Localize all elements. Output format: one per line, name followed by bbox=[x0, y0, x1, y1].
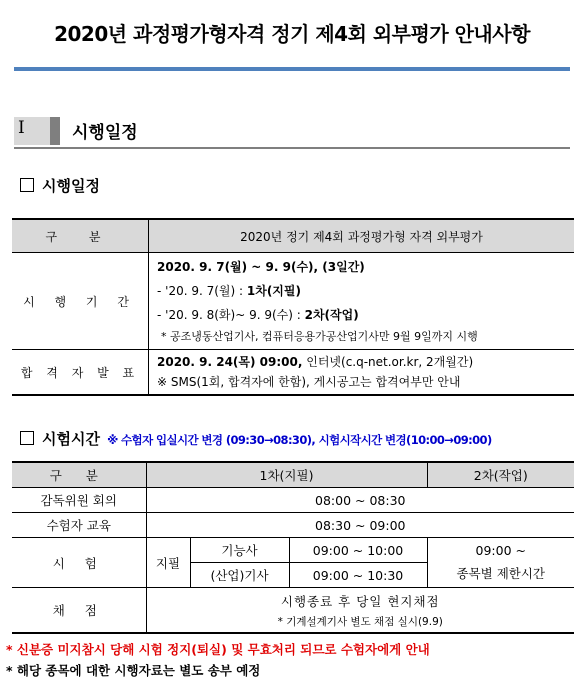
result-label: 합 격 자 발 표 bbox=[12, 350, 149, 396]
checkbox-icon bbox=[20, 178, 34, 192]
meeting-time: 08:00 ~ 08:30 bbox=[146, 488, 574, 513]
result-line-1 bbox=[157, 352, 566, 372]
period-cell bbox=[149, 253, 575, 350]
period-line-1: 2020. 9. 7(월) ~ 9. 9(수), (3일간) bbox=[157, 260, 365, 274]
schedule-header-title: 2020년 정기 제4회 과정평가형 자격 외부평가 bbox=[149, 219, 575, 253]
footnote-materials: * 해당 종목에 대한 시행자료는 별도 송부 예정 bbox=[6, 663, 261, 678]
craftsman-time: 09:00 ~ 10:00 bbox=[289, 538, 427, 563]
result-line-2: ※ SMS(1회, 합격자에 한함), 게시공고는 합격여부만 안내 bbox=[157, 375, 461, 389]
period-line-2-stage: 1차(지필) bbox=[246, 284, 301, 298]
section-title: 시행일정 bbox=[72, 123, 138, 143]
times-header-second: 2차(작업) bbox=[427, 462, 574, 488]
section-number: I bbox=[18, 118, 25, 138]
checkbox-icon bbox=[20, 431, 34, 445]
exam-time-table bbox=[12, 461, 574, 634]
schedule-header-category: 구 분 bbox=[12, 219, 149, 253]
period-label: 시 행 기 간 bbox=[12, 253, 149, 350]
engineer-label: (산업)기사 bbox=[190, 563, 289, 588]
footnote-warning: * 신분증 미지참시 당해 시험 정지(퇴실) 및 무효처리 되므로 수험자에게 안내 bbox=[6, 642, 430, 657]
schedule-table bbox=[12, 218, 574, 396]
practical-time-start: 09:00 ~ bbox=[475, 543, 526, 558]
education-time: 08:30 ~ 09:00 bbox=[146, 513, 574, 538]
period-line-3 bbox=[157, 303, 566, 327]
times-notice: ※ 수험자 입실시간 변경 (09:30→08:30), 시험시작시간 변경(10:00→09:00) bbox=[107, 433, 492, 447]
exam-written-label: 지필 bbox=[146, 538, 190, 588]
schedule-heading-text: 시행일정 bbox=[42, 177, 100, 195]
times-heading bbox=[20, 428, 492, 449]
result-site: 인터넷(c.q-net.or.kr, 2개월간) bbox=[302, 355, 474, 369]
result-cell bbox=[149, 350, 575, 396]
period-line-2 bbox=[157, 279, 566, 303]
period-line-3-date: - '20. 9. 8(화)~ 9. 9(수) : bbox=[157, 308, 305, 322]
title-divider bbox=[14, 67, 570, 71]
result-date: 2020. 9. 24(목) 09:00, bbox=[157, 355, 303, 369]
grading-label: 채 점 bbox=[12, 588, 146, 634]
meeting-label: 감독위원 회의 bbox=[12, 488, 146, 513]
grading-note: * 기계설계기사 별도 채점 실시(9.9) bbox=[277, 615, 443, 628]
schedule-heading bbox=[20, 175, 100, 196]
times-heading-text: 시험시간 bbox=[42, 430, 100, 448]
grading-cell bbox=[146, 588, 574, 634]
grading-text: 시행종료 후 당일 현지채점 bbox=[280, 593, 440, 609]
section-number-box-accent bbox=[50, 117, 60, 145]
exam-label: 시 험 bbox=[12, 538, 146, 588]
period-line-3-stage: 2차(작업) bbox=[304, 308, 359, 322]
section-divider bbox=[14, 147, 570, 149]
craftsman-label: 기능사 bbox=[190, 538, 289, 563]
education-label: 수험자 교육 bbox=[12, 513, 146, 538]
times-header-category: 구 분 bbox=[12, 462, 146, 488]
engineer-time: 09:00 ~ 10:30 bbox=[289, 563, 427, 588]
page-title: 2020년 과정평가형자격 정기 제4회 외부평가 안내사항 bbox=[54, 22, 530, 46]
period-note: * 공조냉동산업기사, 컴퓨터응용가공산업기사만 9월 9일까지 시행 bbox=[161, 330, 478, 343]
practical-time bbox=[427, 538, 574, 588]
period-line-2-date: - '20. 9. 7(월) : bbox=[157, 284, 247, 298]
practical-time-limit: 종목별 제한시간 bbox=[456, 566, 545, 581]
times-header-first: 1차(지필) bbox=[146, 462, 427, 488]
